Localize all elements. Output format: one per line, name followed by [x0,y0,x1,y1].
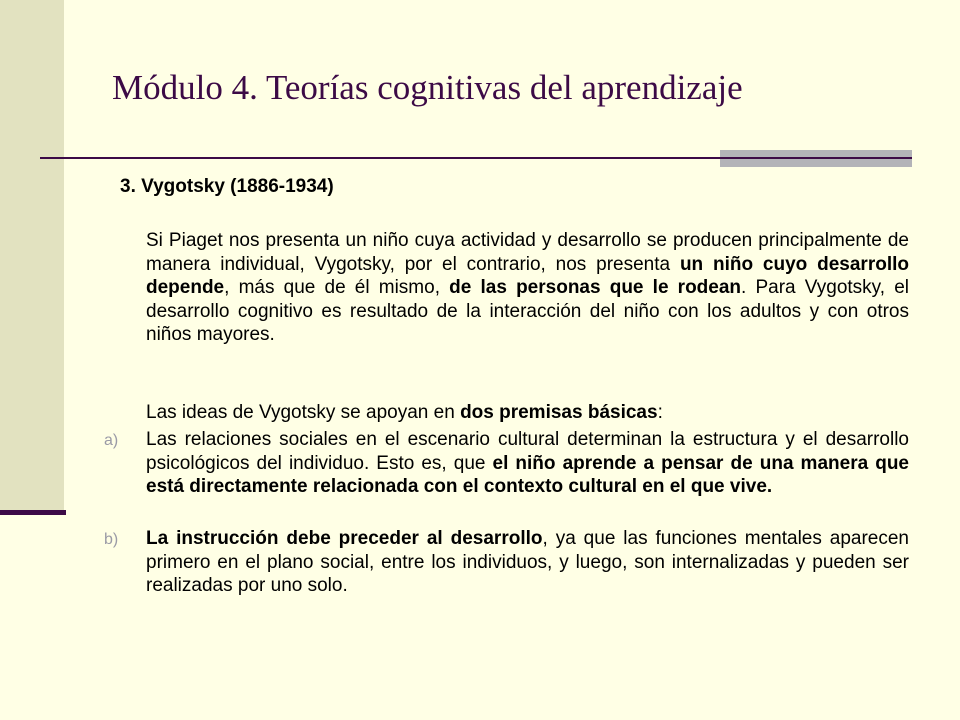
paragraph1-text-2: , más que de él mismo, [224,277,450,298]
item-a-bold-1: el niño aprende a pensar de una manera que está directamente relacionada con el contexto cultural en el que vive. [146,452,909,497]
paragraph1-text-1: Si Piaget nos presenta un niño cuya actividad y desarrollo se producen principalmente de manera individual, Vygotsky, por el contrario, nos presenta [146,230,909,275]
section-heading: 3. Vygotsky (1886-1934) [120,176,334,197]
item-a-text-1: Las relaciones sociales en el escenario cultural determinan la estructura y el desarrollo psicológicos del individuo. Esto es, que [146,429,909,474]
list-marker-a: a) [104,432,119,449]
paragraph2-bold-1: dos premisas básicas [460,402,658,423]
paragraph2-text-2: : [657,402,663,423]
paragraph1-bold-2: de las personas que le rodean [449,277,742,298]
paragraph2-text-1: Las ideas de Vygotsky se apoyan en [146,402,461,423]
paragraph1-text-3: . Para Vygotsky, el desarrollo cognitivo es resultado de la interacción del niño con los adultos y con otros niños mayores. [146,277,909,345]
list-marker-b: b) [104,531,119,548]
item-b-text-1: , ya que las funciones mentales aparecen primero en el plano social, entre los individuos, y luego, son internalizadas y pueden ser realizadas por uno solo. [146,528,910,596]
paragraph-premisas [146,401,909,425]
slide-title: Módulo 4. Teorías cognitivas del aprendizaje [112,68,743,107]
item-b-bold-1: La instrucción debe preceder al desarrollo [146,528,543,549]
paragraph1-bold-1: un niño cuyo desarrollo depende [146,253,909,298]
paragraph-piaget-vygotsky [146,229,909,347]
list-item-b-text [146,527,909,598]
list-item-a-text [146,428,909,499]
